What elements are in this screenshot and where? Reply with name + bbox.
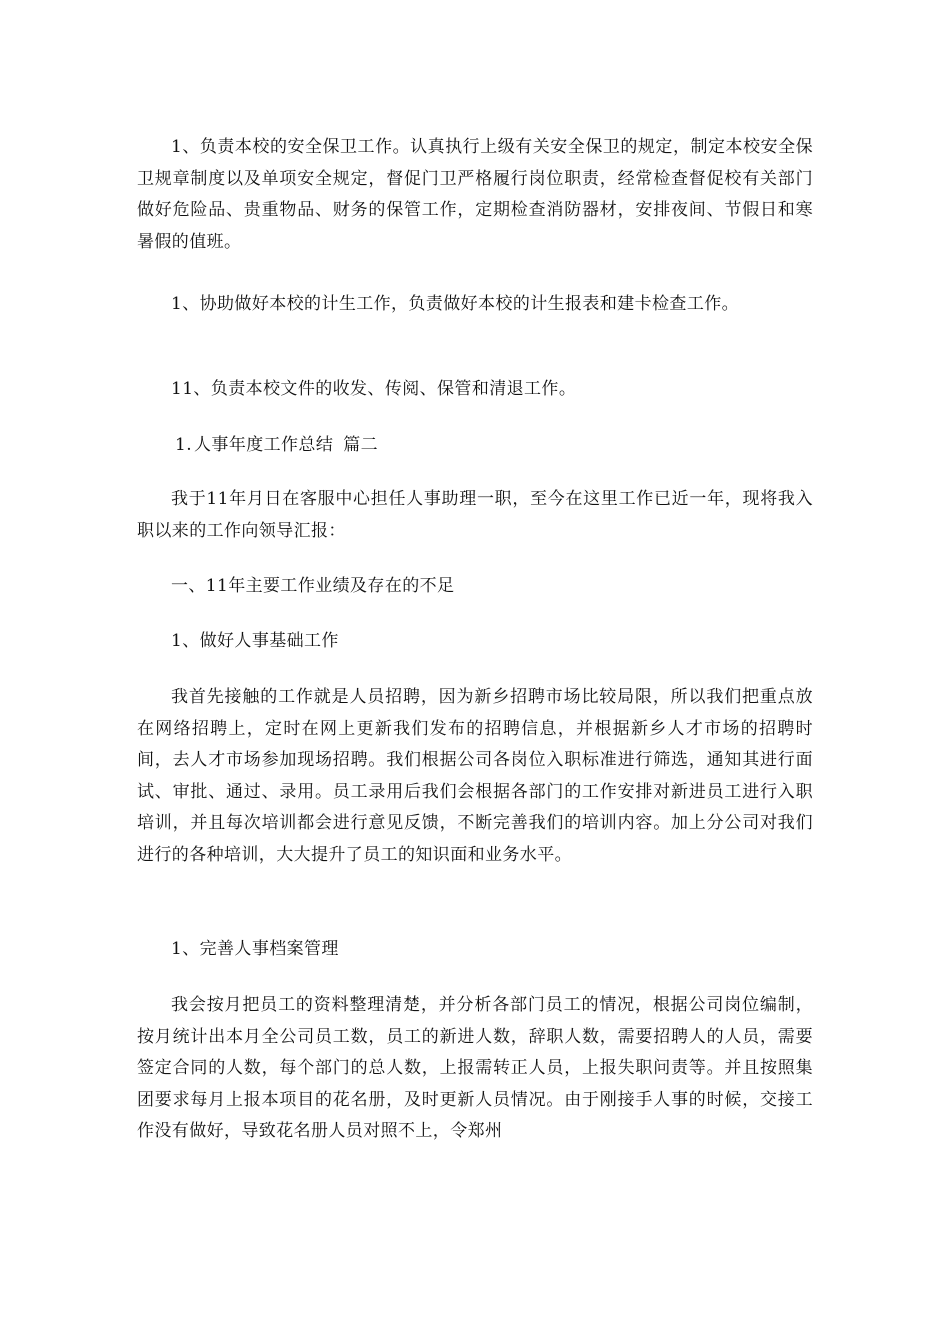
section-heading-number: 1. <box>175 435 193 455</box>
paragraph-recruitment: 我首先接触的工作就是人员招聘，因为新乡招聘市场比较局限，所以我们把重点放在网络招聘上，定时在网上更新我们发布的招聘信息，并根据新乡人才市场的招聘时间，去人才市场参加现场招聘。我们根据公司各岗位入职标准进行筛选，通知其进行面试、审批、通过、录用。员工录用后我们会根据各部门的工作安排对新进员工进行入职培训，并且每次培训都会进行意见反馈，不断完善我们的培训内容。加上分公司对我们进行的各种培训，大大提升了员工的知识面和业务水平。 <box>137 687 813 865</box>
section-heading <box>175 430 378 462</box>
paragraph-archive-management: 我会按月把员工的资料整理清楚，并分析各部门员工的情况，根据公司岗位编制，按月统计出本月全公司员工数，员工的新进人数，辞职人数，需要招聘人的人员，需要签定合同的人数，每个部门的总人数，上报需转正人员，上报失职问责等。并且按照集团要求每月上报本项目的花名册，及时更新人员情况。由于刚接手人事的时候，交接工作没有做好，导致花名册人员对照不上，令郑州 <box>137 995 813 1141</box>
section-heading-suffix: 篇二 <box>343 435 379 455</box>
paragraph-subheading-archives: 1、完善人事档案管理 <box>171 939 339 959</box>
section-heading-title: 人事年度工作总结 <box>194 435 334 455</box>
paragraph-subheading-hr-basics: 1、做好人事基础工作 <box>171 631 339 651</box>
paragraph-family-planning: 1、协助做好本校的计生工作，负责做好本校的计生报表和建卡检查工作。 <box>171 294 740 314</box>
paragraph-intro: 我于11年月日在客服中心担任人事助理一职，至今在这里工作已近一年，现将我入职以来的工作向领导汇报： <box>137 489 813 541</box>
paragraph-security-duties: 1、负责本校的安全保卫工作。认真执行上级有关安全保卫的规定，制定本校安全保卫规章制度以及单项安全规定，督促门卫严格履行岗位职责，经常检查督促校有关部门做好危险品、贵重物品、财务的保管工作，定期检查消防器材，安排夜间、节假日和寒暑假的值班。 <box>137 137 813 252</box>
paragraph-document-handling: 11、负责本校文件的收发、传阅、保管和清退工作。 <box>171 379 577 399</box>
paragraph-subheading-achievements: 一、11年主要工作业绩及存在的不足 <box>171 576 455 596</box>
